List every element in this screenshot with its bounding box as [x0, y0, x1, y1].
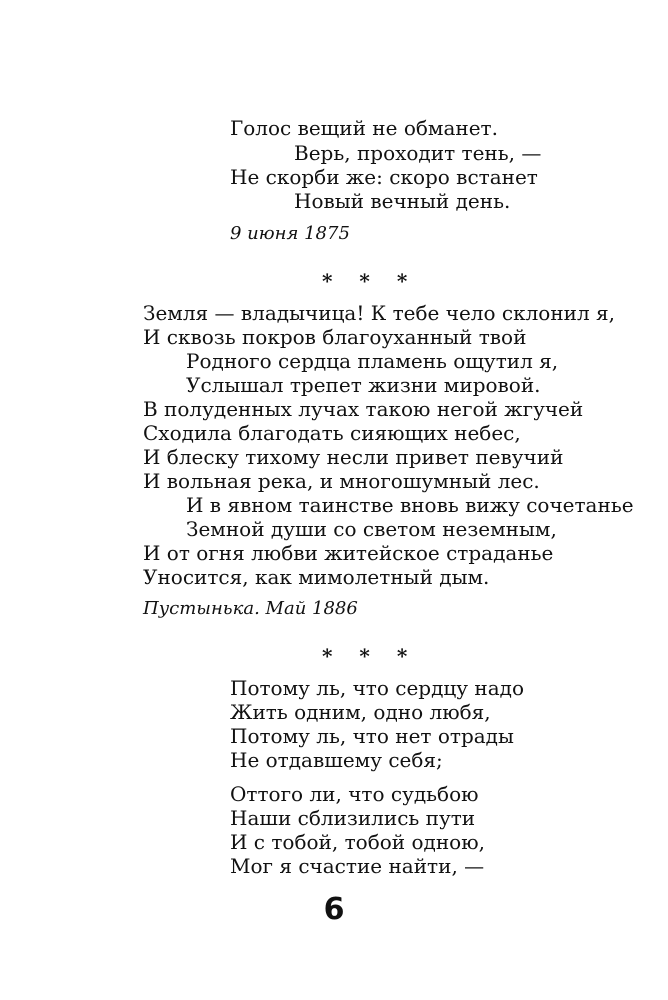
poem2-line-4: Услышал трепет жизни мировой.: [186, 373, 541, 397]
poem3-line-2: Жить одним, одно любя,: [230, 700, 491, 724]
poem1-line-1: Голос вещий не обманет.: [230, 116, 498, 140]
poem1-line-4: Новый вечный день.: [294, 189, 511, 213]
poem2-line-9: И в явном таинстве вновь вижу сочетанье: [186, 493, 634, 517]
poem3-line-6: Наши сблизились пути: [230, 806, 476, 830]
poem1-line-3: Не скорби же: скоро встанет: [230, 165, 538, 189]
poem1-date: 9 июня 1875: [230, 223, 350, 244]
poem1-line-2: Верь, проходит тень, —: [294, 141, 542, 165]
poem2-line-12: Уносится, как мимолетный дым.: [143, 565, 490, 589]
poem2-line-10: Земной души со светом неземным,: [186, 517, 557, 541]
poem2-line-5: В полуденных лучах такою негой жгучей: [143, 397, 584, 421]
poem2-date: Пустынька. Май 1886: [143, 598, 358, 619]
poem2-line-6: Сходила благодать сияющих небес,: [143, 421, 521, 445]
page-number: 6: [323, 892, 345, 927]
poem3-line-4: Не отдавшему себя;: [230, 748, 443, 772]
poem2-line-8: И вольная река, и многошумный лес.: [143, 469, 540, 493]
poem3-line-1: Потому ль, что сердцу надо: [230, 676, 525, 700]
poem2-line-7: И блеску тихому несли привет певучий: [143, 445, 564, 469]
poem3-separator: * * *: [322, 644, 418, 668]
poem2-line-1: Земля — владычица! К тебе чело склонил я,: [143, 301, 616, 325]
poem3-line-3: Потому ль, что нет отрады: [230, 724, 514, 748]
poem3-line-7: И с тобой, тобой одною,: [230, 830, 485, 854]
poem2-line-3: Родного сердца пламень ощутил я,: [186, 349, 559, 373]
poem2-separator: * * *: [322, 269, 418, 293]
poem2-line-11: И от огня любви житейское страданье: [143, 541, 554, 565]
poem3-line-5: Оттого ли, что судьбою: [230, 782, 479, 806]
poem3-line-8: Мог я счастие найти, —: [230, 854, 485, 878]
poem2-line-2: И сквозь покров благоуханный твой: [143, 325, 527, 349]
